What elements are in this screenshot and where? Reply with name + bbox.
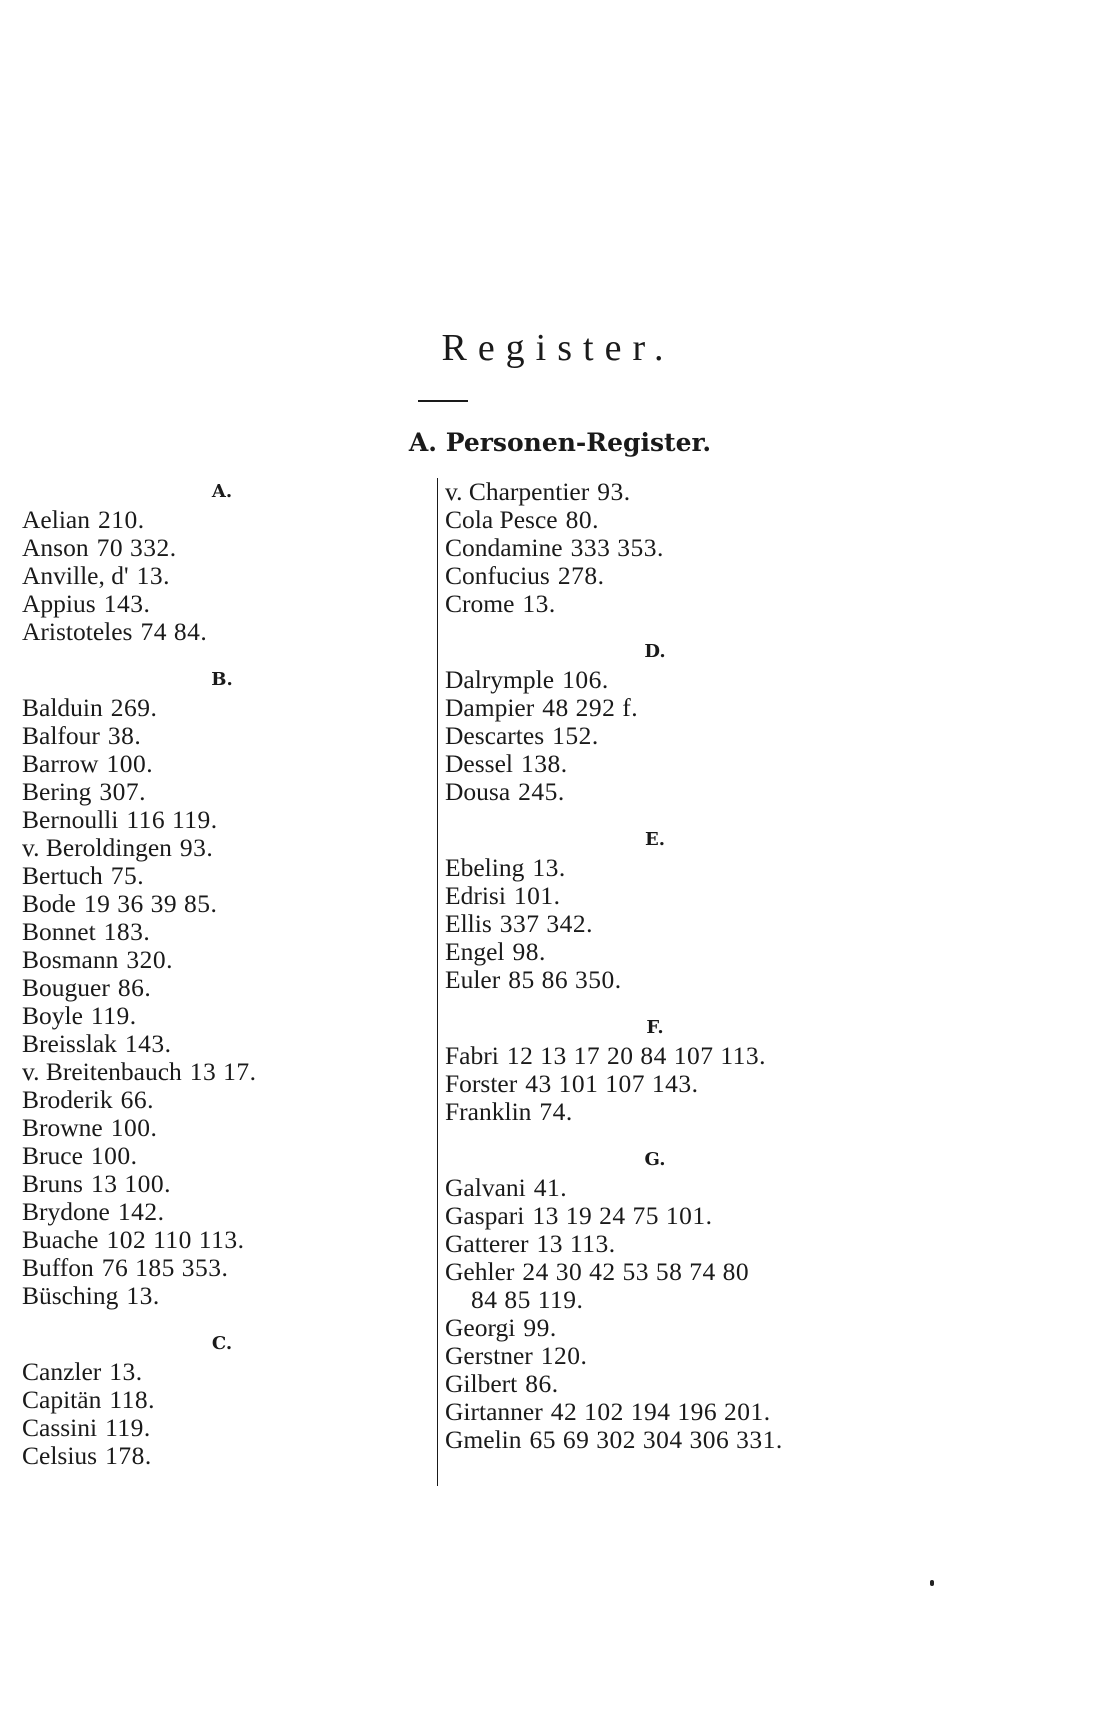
index-entry [445, 1098, 865, 1126]
entry-name: Browne [22, 1113, 103, 1142]
entry-pages: 12 13 17 20 84 107 113. [506, 1041, 767, 1070]
entry-pages: 84 85 119. [471, 1285, 584, 1314]
entry-pages: 41. [533, 1173, 568, 1202]
index-entry [22, 1086, 422, 1114]
entry-name: Confucius [445, 561, 550, 590]
entry-name: v. Breitenbauch [22, 1057, 182, 1086]
page-title: Register. [441, 327, 675, 369]
entry-name: Anson [22, 533, 89, 562]
entry-name: Dessel [445, 749, 513, 778]
entry-pages: 183. [103, 917, 151, 946]
entry-name: Buache [22, 1225, 99, 1254]
entry-pages: 38. [107, 721, 142, 750]
entry-name: Bernoulli [22, 805, 119, 834]
entry-name: Dalrymple [445, 665, 555, 694]
entry-pages: 65 69 302 304 306 331. [529, 1425, 783, 1454]
entry-name: Bruns [22, 1169, 83, 1198]
entry-pages: 142. [117, 1197, 165, 1226]
index-entry [22, 562, 422, 590]
index-entry [445, 1174, 865, 1202]
entry-pages: 278. [557, 561, 605, 590]
index-entry [22, 1142, 422, 1170]
entry-pages: 138. [520, 749, 568, 778]
entry-name: Edrisi [445, 881, 506, 910]
entry-pages: 178. [105, 1441, 152, 1470]
index-entry [22, 1002, 422, 1030]
entry-name: Gmelin [445, 1425, 522, 1454]
entry-pages: 86. [525, 1369, 559, 1398]
index-entry [445, 590, 865, 618]
title-rule [418, 400, 468, 402]
letter-heading: E. [645, 829, 665, 850]
entry-pages: 19 36 39 85. [83, 889, 218, 918]
index-entry [445, 1426, 865, 1454]
index-entry [22, 722, 422, 750]
index-entry [22, 918, 422, 946]
entry-name: Canzler [22, 1357, 102, 1386]
entry-pages: 13. [136, 561, 170, 590]
letter-gap [22, 1310, 422, 1330]
index-entry [22, 618, 422, 646]
entry-name: Dousa [445, 777, 511, 806]
entry-pages: 102 110 113. [106, 1225, 245, 1254]
index-entry [22, 1030, 422, 1058]
entry-pages: 13. [109, 1357, 143, 1386]
entry-pages: 93. [597, 477, 631, 506]
entry-name: Aristoteles [22, 617, 133, 646]
entry-name: Celsius [22, 1441, 98, 1470]
index-entry [22, 778, 422, 806]
entry-pages: 307. [99, 777, 147, 806]
entry-name: Breisslak [22, 1029, 117, 1058]
entry-name: Balfour [22, 721, 100, 750]
index-entry [22, 974, 422, 1002]
index-entry [22, 806, 422, 834]
entry-pages: 74 84. [140, 617, 208, 646]
entry-name: Condamine [445, 533, 563, 562]
entry-pages: 320. [126, 945, 173, 974]
index-entry [22, 834, 422, 862]
index-entry [445, 1314, 865, 1342]
letter-heading: B. [211, 669, 233, 690]
entry-name: Gatterer [445, 1229, 529, 1258]
entry-pages: 13 19 24 75 101. [532, 1201, 713, 1230]
entry-pages: 13. [522, 589, 556, 618]
entry-pages: 76 185 353. [101, 1253, 229, 1282]
entry-name: Galvani [445, 1173, 526, 1202]
entry-name: Franklin [445, 1097, 532, 1126]
index-entry [445, 506, 865, 534]
entry-name: Bosmann [22, 945, 119, 974]
entry-name: Gehler [445, 1257, 515, 1286]
index-entry [445, 854, 865, 882]
index-entry [445, 534, 865, 562]
entry-pages: 269. [110, 693, 158, 722]
entry-pages: 66. [120, 1085, 155, 1114]
entry-pages: 42 102 194 196 201. [550, 1397, 771, 1426]
index-entry [445, 478, 865, 506]
entry-pages: 143. [103, 589, 151, 618]
index-entry [445, 910, 865, 938]
entry-pages: 86. [117, 973, 152, 1002]
entry-pages: 100. [90, 1141, 138, 1170]
entry-pages: 13 113. [536, 1229, 616, 1258]
index-entry [445, 722, 865, 750]
entry-pages: 152. [552, 721, 599, 750]
index-entry [445, 1202, 865, 1230]
entry-name: Cassini [22, 1413, 98, 1442]
index-column-right [445, 478, 865, 1454]
index-entry [22, 590, 422, 618]
entry-name: v. Beroldingen [22, 833, 172, 862]
entry-name: Crome [445, 589, 515, 618]
entry-name: Barrow [22, 749, 99, 778]
index-entry [22, 534, 422, 562]
entry-pages: 143. [124, 1029, 172, 1058]
entry-name: Bonnet [22, 917, 96, 946]
index-entry [22, 946, 422, 974]
index-entry [22, 1358, 422, 1386]
entry-name: Bertuch [22, 861, 103, 890]
entry-name: Girtanner [445, 1397, 543, 1426]
letter-gap [22, 646, 422, 666]
entry-pages: 119. [90, 1001, 137, 1030]
letter-gap [445, 618, 865, 638]
entry-name: Capitän [22, 1385, 102, 1414]
index-entry [22, 1254, 422, 1282]
entry-name: Forster [445, 1069, 518, 1098]
letter-heading: G. [644, 1149, 666, 1170]
index-entry [445, 1398, 865, 1426]
entry-pages: 93. [179, 833, 214, 862]
index-entry [445, 694, 865, 722]
entry-pages: 13 100. [90, 1169, 171, 1198]
entry-name: Dampier [445, 693, 535, 722]
entry-name: Gerstner [445, 1341, 533, 1370]
entry-name: Balduin [22, 693, 103, 722]
entry-name: Ellis [445, 909, 492, 938]
index-entry [22, 750, 422, 778]
index-entry [22, 1198, 422, 1226]
entry-pages: 245. [518, 777, 565, 806]
index-entry [22, 1386, 422, 1414]
entry-pages: 98. [512, 937, 546, 966]
index-entry [445, 938, 865, 966]
index-entry [445, 666, 865, 694]
entry-name: Bode [22, 889, 76, 918]
letter-heading: D. [644, 641, 666, 662]
index-entry [445, 1070, 865, 1098]
column-divider [437, 478, 438, 1486]
index-entry [445, 1370, 865, 1398]
entry-name: Engel [445, 937, 505, 966]
entry-name: Cola Pesce [445, 505, 558, 534]
entry-name: Descartes [445, 721, 545, 750]
entry-name: Buffon [22, 1253, 94, 1282]
index-entry [445, 1042, 865, 1070]
index-entry [22, 862, 422, 890]
entry-pages: 99. [523, 1313, 557, 1342]
entry-pages: 24 30 42 53 58 74 80 [522, 1257, 750, 1286]
entry-name: Gilbert [445, 1369, 518, 1398]
index-entry [22, 1058, 422, 1086]
entry-name: Bruce [22, 1141, 83, 1170]
index-entry [22, 1226, 422, 1254]
entry-pages: 337 342. [499, 909, 594, 938]
index-entry [22, 506, 422, 534]
entry-name: Bering [22, 777, 92, 806]
entry-pages: 210. [97, 505, 145, 534]
entry-name: Brydone [22, 1197, 110, 1226]
entry-name: v. Charpentier [445, 477, 590, 506]
entry-pages: 120. [540, 1341, 588, 1370]
letter-gap [445, 1126, 865, 1146]
index-entry [445, 1342, 865, 1370]
entry-name: Büsching [22, 1281, 119, 1310]
index-entry [445, 750, 865, 778]
entry-pages: 70 332. [96, 533, 177, 562]
index-entry [445, 778, 865, 806]
entry-pages: 13 17. [189, 1057, 257, 1086]
letter-heading: F. [646, 1017, 664, 1038]
entry-pages: 100. [110, 1113, 158, 1142]
index-entry [22, 1282, 422, 1310]
letter-heading: C. [211, 1333, 233, 1354]
entry-pages: 13. [126, 1281, 160, 1310]
entry-pages: 333 353. [570, 533, 664, 562]
index-entry [22, 1114, 422, 1142]
index-entry [22, 890, 422, 918]
entry-pages: 80. [565, 505, 599, 534]
entry-pages: 119. [105, 1413, 151, 1442]
index-entry [22, 1170, 422, 1198]
letter-heading: A. [211, 481, 233, 502]
letter-gap [445, 806, 865, 826]
index-entry [445, 966, 865, 994]
entry-name: Euler [445, 965, 501, 994]
entry-pages: 43 101 107 143. [525, 1069, 699, 1098]
entry-pages: 74. [539, 1097, 573, 1126]
entry-name: Appius [22, 589, 96, 618]
index-entry [445, 1230, 865, 1258]
entry-name: Bouguer [22, 973, 110, 1002]
entry-pages: 48 292 f. [542, 693, 639, 722]
section-heading: A. Personen-Register. [408, 428, 712, 457]
ink-speck [930, 1580, 934, 1586]
entry-name: Aelian [22, 505, 90, 534]
entry-name: Gaspari [445, 1201, 525, 1230]
index-entry [22, 694, 422, 722]
entry-name: Broderik [22, 1085, 113, 1114]
index-entry [445, 1258, 865, 1286]
entry-pages: 106. [562, 665, 609, 694]
entry-pages: 75. [110, 861, 145, 890]
entry-pages: 118. [109, 1385, 156, 1414]
entry-pages: 116 119. [126, 805, 218, 834]
index-column-left [22, 478, 422, 1470]
entry-name: Fabri [445, 1041, 499, 1070]
letter-gap [445, 994, 865, 1014]
entry-pages: 85 86 350. [508, 965, 622, 994]
index-entry [445, 562, 865, 590]
entry-pages: 100. [106, 749, 154, 778]
index-entry-continuation [445, 1286, 865, 1314]
index-entry [445, 882, 865, 910]
entry-name: Ebeling [445, 853, 525, 882]
entry-name: Anville, d' [22, 561, 129, 590]
entry-pages: 13. [532, 853, 566, 882]
index-entry [22, 1414, 422, 1442]
entry-name: Georgi [445, 1313, 516, 1342]
entry-pages: 101. [513, 881, 561, 910]
entry-name: Boyle [22, 1001, 83, 1030]
index-entry [22, 1442, 422, 1470]
